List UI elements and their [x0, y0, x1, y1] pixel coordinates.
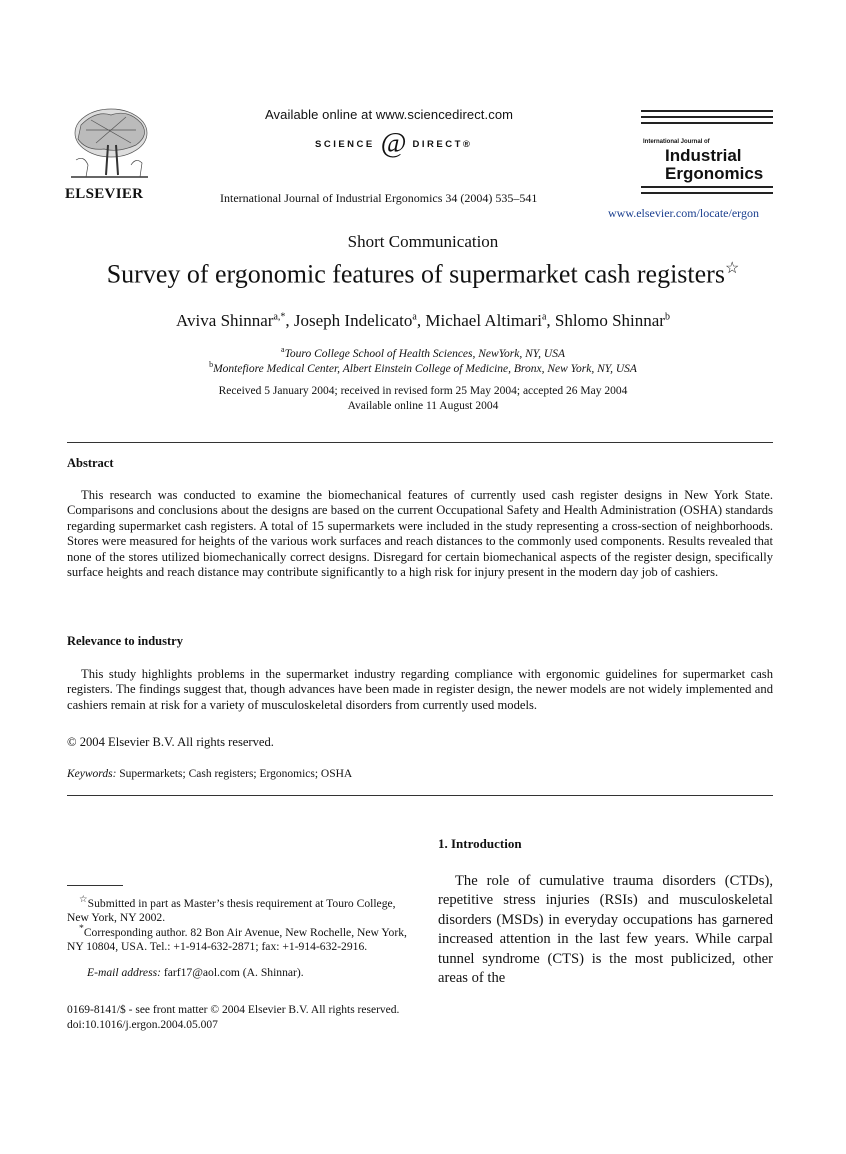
keywords — [67, 768, 352, 780]
issn-line: 0169-8141/$ - see front matter © 2004 Elsevier B.V. All rights reserved. — [67, 1004, 400, 1016]
author-sup: b — [664, 311, 670, 323]
affiliation — [0, 360, 846, 375]
footnote-rule — [67, 885, 123, 886]
relevance-heading: Relevance to industry — [67, 634, 183, 648]
sciencedirect-logo — [315, 130, 472, 158]
keywords-label: Keywords: — [67, 768, 117, 780]
footnote-star-mark: ☆ — [79, 894, 88, 905]
footnote-thesis-text: Submitted in part as Master’s thesis requirement at Touro College, New York, NY 2002. — [67, 896, 396, 925]
abstract-heading: Abstract — [67, 456, 114, 470]
author-name: Aviva Shinnar — [176, 311, 274, 330]
article-title-text: Survey of ergonomic features of supermarket cash registers — [106, 259, 725, 289]
introduction-text: The role of cumulative trauma disorders (CTDs), repetitive stress injuries (RSIs) and musculoskeletal disorders (MSDs) in everyday occupations has garnered increased attention in the last few years. While carpal tunnel syndrome (CTS) is the most publicized, other areas of the — [438, 873, 773, 987]
received-dates: Received 5 January 2004; received in revised form 25 May 2004; accepted 26 May 2004 — [218, 385, 628, 397]
footnote-thesis — [67, 893, 407, 925]
sciencedirect-left: SCIENCE — [315, 138, 375, 150]
author-name: Michael Altimari — [425, 311, 542, 330]
email-link[interactable]: farf17@aol.com (A. Shinnar). — [163, 966, 304, 979]
journal-rule — [641, 186, 773, 188]
copyright-text: © 2004 Elsevier B.V. All rights reserved. — [67, 735, 274, 749]
keywords-text: Supermarkets; Cash registers; Ergonomics; OSHA — [119, 768, 353, 780]
author-name: Joseph Indelicato — [293, 311, 413, 330]
abstract-text: This research was conducted to examine the biomechanical features of currently used cash register designs in New York State. Comparisons and conclusions about the designs are based on the current Occupational Safety and Health Administration (OSHA) standards regarding supermarket cash registers. A total of 15 supermarkets were included in the study representing a cross-section of neighborhoods. Stores were measured for heights of the various work surfaces and reach distances to the commonly used components. Results revealed that none of the stores utilized biomechanically correct designs. Disregard for certain biomechanical aspects of the register design, specifically surface heights and reach distance may contribute significantly to a high risk for injury present in the modern day job of cashiers. — [67, 488, 773, 580]
email-label: E-mail address: — [87, 966, 161, 979]
journal-small-title: International Journal of — [643, 139, 710, 145]
divider — [67, 442, 773, 443]
affiliation — [0, 345, 846, 360]
title-footnote-mark[interactable]: ☆ — [724, 260, 740, 277]
elsevier-wordmark: ELSEVIER — [65, 186, 144, 202]
divider — [67, 795, 773, 796]
affiliation-sup: a — [281, 345, 285, 354]
available-online-text[interactable]: Available online at www.sciencedirect.com — [265, 107, 514, 122]
author-sup: a,* — [273, 311, 286, 323]
sciencedirect-at-icon: @ — [380, 128, 407, 159]
author-sup: a — [412, 311, 417, 323]
affiliation-text: Touro College School of Health Sciences, NewYork, NY, USA — [284, 347, 565, 360]
journal-title-line2: Ergonomics — [665, 164, 764, 183]
affiliation-text: Montefiore Medical Center, Albert Einstein College of Medicine, Bronx, New York, NY, USA — [213, 362, 637, 375]
journal-reference: International Journal of Industrial Ergonomics 34 (2004) 535–541 — [220, 191, 538, 205]
footnote-asterisk-mark: * — [79, 923, 84, 934]
article-category: Short Communication — [347, 232, 499, 251]
journal-rule — [641, 192, 773, 194]
introduction-heading: 1. Introduction — [438, 836, 522, 851]
author-list: Aviva Shinnar$^{a,*}$, Joseph Indelicato$^a$, Michael Altimari$^a$, Shlomo Shinnar$^b$ — [176, 311, 670, 330]
author-name: Shlomo Shinnar — [554, 311, 665, 330]
doi-line[interactable]: doi:10.1016/j.ergon.2004.05.007 — [67, 1019, 218, 1031]
author-sup: a — [541, 311, 547, 323]
available-date: Available online 11 August 2004 — [347, 400, 499, 412]
journal-rule — [641, 110, 773, 112]
journal-rule — [641, 116, 773, 118]
footnote-email — [67, 966, 427, 980]
article-title — [0, 258, 846, 290]
footnote-corresponding — [67, 922, 407, 954]
journal-url-link[interactable]: www.elsevier.com/locate/ergon — [608, 206, 759, 220]
relevance-text: This study highlights problems in the supermarket industry regarding compliance with ergonomic guidelines for supermarket cash registers. The findings suggest that, though advances have been made in register design, the newer models are not widely implemented and cashiers remain at risk for a variety of musculoskeletal disorders from currently used models. — [67, 667, 773, 712]
elsevier-tree-logo — [66, 105, 152, 183]
sciencedirect-right: DIRECT® — [412, 138, 473, 150]
affiliation-sup: b — [209, 360, 214, 369]
footnote-corresponding-text: Corresponding author. 82 Bon Air Avenue, New Rochelle, New York, NY 10804, USA. Tel.: +1-914-632-2871; fax: +1-914-632-2916. — [67, 925, 407, 954]
journal-rule — [641, 122, 773, 124]
journal-title-line1: Industrial — [665, 146, 742, 165]
